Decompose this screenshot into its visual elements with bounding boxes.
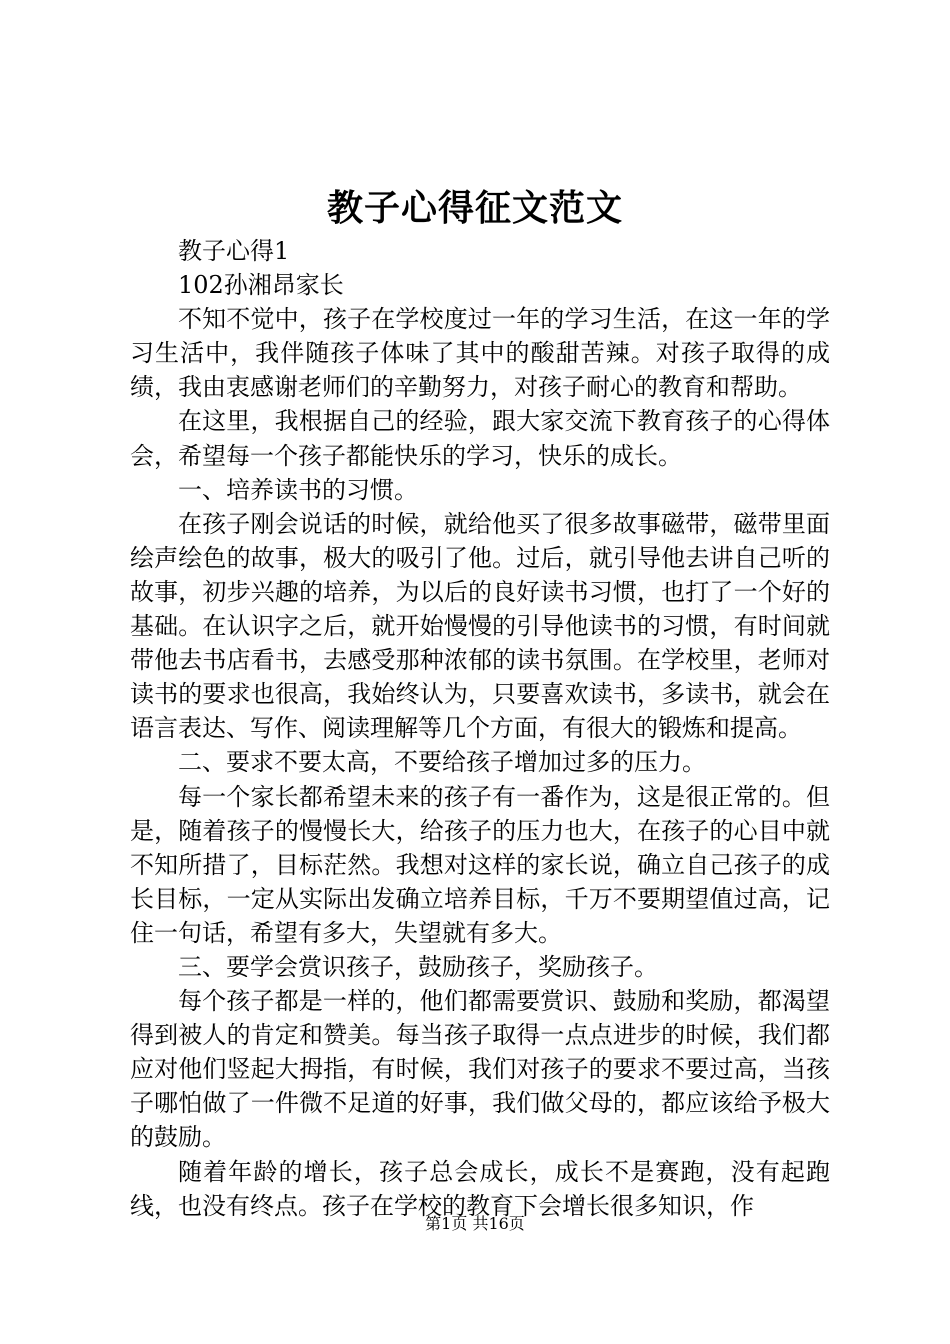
paragraph: 每个孩子都是一样的，他们都需要赏识、鼓励和奖励，都渴望得到被人的肯定和赞美。每当孩子取得一点点进步的时候，我们都应对他们竖起大拇指，有时候，我们对孩子的要求不要过高，当孩子哪怕做了一件微不足道的好事，我们做父母的，都应该给予极大的鼓励。 bbox=[130, 987, 830, 1152]
page-title: 教子心得征文范文 bbox=[326, 187, 623, 229]
paragraph: 随着年龄的增长，孩子总会成长，成长不是赛跑，没有起跑线，也没有终点。孩子在学校的教育下会增长很多知识，作 bbox=[130, 1157, 830, 1220]
page-footer: 第1页 共16页 bbox=[425, 1214, 525, 1233]
section-heading: 三、要学会赏识孩子，鼓励孩子，奖励孩子。 bbox=[178, 952, 658, 981]
section-heading: 教子心得1 bbox=[178, 237, 290, 265]
paragraph: 在这里，我根据自己的经验，跟大家交流下教育孩子的心得体会，希望每一个孩子都能快乐的学习，快乐的成长。 bbox=[130, 407, 830, 470]
section-heading: 一、培养读书的习惯。 bbox=[178, 475, 418, 504]
paragraph: 每一个家长都希望未来的孩子有一番作为，这是很正常的。但是，随着孩子的慢慢长大，给孩子的压力也大，在孩子的心目中就不知所措了，目标茫然。我想对这样的家长说，确立自己孩子的成长目标，一定从实际出发确立培养目标，千万不要期望值过高，记住一句话，希望有多大，失望就有多大。 bbox=[130, 782, 830, 947]
paragraph: 不知不觉中，孩子在学校度过一年的学习生活，在这一年的学习生活中，我伴随孩子体味了其中的酸甜苦辣。对孩子取得的成绩，我由衷感谢老师们的辛勤努力，对孩子耐心的教育和帮助。 bbox=[130, 305, 830, 402]
document-body bbox=[130, 234, 830, 1223]
section-heading: 二、要求不要太高，不要给孩子增加过多的压力。 bbox=[178, 748, 706, 777]
paragraph: 在孩子刚会说话的时候，就给他买了很多故事磁带，磁带里面绘声绘色的故事，极大的吸引了他。过后，就引导他去讲自己听的故事，初步兴趣的培养，为以后的良好读书习惯，也打了一个好的基础。在认识字之后，就开始慢慢的引导他读书的习惯，有时间就带他去书店看书，去感受那种浓郁的读书氛围。在学校里，老师对读书的要求也很高，我始终认为，只要喜欢读书，多读书，就会在语言表达、写作、阅读理解等几个方面，有很大的锻炼和提高。 bbox=[130, 509, 830, 743]
author-line: 102孙湘昂家长 bbox=[178, 271, 344, 300]
